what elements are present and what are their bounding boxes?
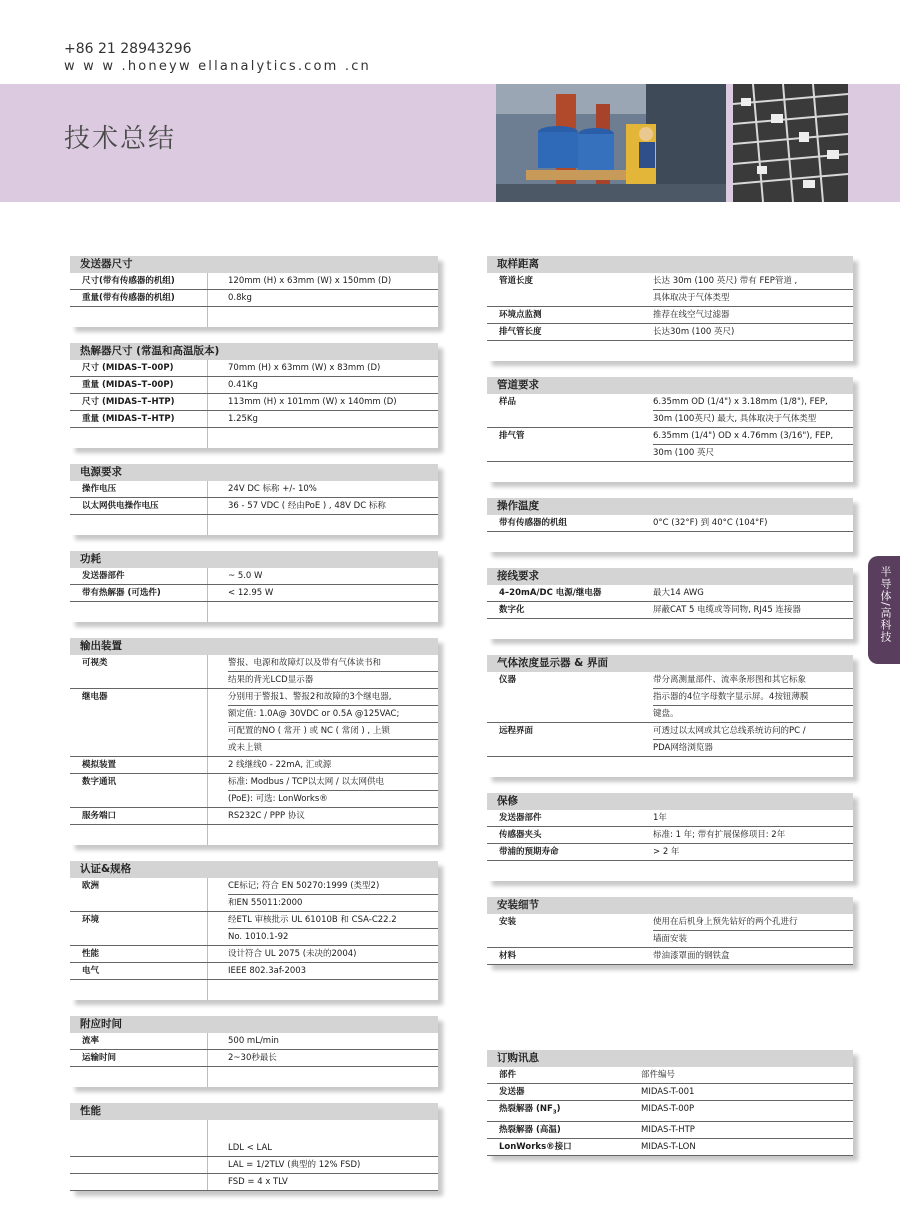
spec-section: [70, 638, 438, 845]
order-part-name: LonWorks®接口: [499, 1141, 572, 1152]
spec-row: [70, 481, 438, 498]
section-title: 操作温度: [487, 498, 853, 515]
spec-label: 环境点监测: [499, 310, 542, 320]
spec-row: [70, 689, 438, 757]
spec-value-line: 设计符合 UL 2075 (未决的2004): [228, 949, 357, 959]
section-title: 认证&规格: [70, 861, 438, 878]
spacer-key-cell: [487, 757, 633, 777]
spec-value-line: 或未上锁: [228, 739, 438, 756]
spec-value: [208, 568, 438, 584]
spec-value-line: 1年: [653, 813, 667, 823]
spec-label: 仪器: [499, 675, 517, 685]
spec-row: [70, 774, 438, 808]
spec-label: [70, 1174, 208, 1190]
spec-row: [487, 914, 853, 948]
spec-value-line: 推荐在线空气过滤器: [653, 310, 730, 320]
section-title: 取样距离: [487, 256, 853, 273]
spec-value: [208, 912, 438, 945]
spec-value-line: 0.41Kg: [228, 380, 258, 390]
section-spacer: [487, 462, 853, 482]
spacer-key-cell: [70, 515, 208, 535]
spec-section: [70, 256, 438, 327]
spec-section: [487, 377, 853, 482]
spec-value-line: 键盘。: [653, 705, 853, 722]
section-spacer: [487, 341, 853, 361]
section-body: [70, 1033, 438, 1087]
spec-label: 远程界面: [499, 726, 534, 736]
section-body: [487, 394, 853, 482]
spacer-key-cell: [70, 1067, 208, 1087]
section-body: [70, 1120, 438, 1191]
spec-value-line: CE标记; 符合 EN 50270:1999 (类型2): [228, 881, 380, 891]
section-spacer: [487, 532, 853, 552]
spec-value-line: 结果的背光LCD显示器: [228, 671, 438, 688]
spec-section: [70, 861, 438, 1000]
section-body: [487, 585, 853, 639]
spec-column-left: [70, 256, 438, 1191]
spec-label: 操作电压: [70, 481, 208, 497]
spec-label: 排气管长度: [499, 327, 542, 337]
spec-value-line: LAL = 1/2TLV (典型的 12% FSD): [228, 1160, 361, 1170]
section-title: 接线要求: [487, 568, 853, 585]
spec-row: [487, 672, 853, 723]
spec-value: [633, 723, 853, 756]
spec-row: [70, 808, 438, 825]
section-body: [487, 914, 853, 965]
spec-label: 排气管: [499, 431, 525, 441]
section-spacer: [70, 515, 438, 535]
spec-section: [487, 655, 853, 777]
spec-section: [487, 568, 853, 639]
spec-row: [70, 1033, 438, 1050]
spec-value: [633, 515, 853, 531]
spec-section: [70, 551, 438, 622]
spec-row: [487, 810, 853, 827]
spec-row: [70, 912, 438, 946]
spec-row: [487, 844, 853, 861]
spec-row: [487, 827, 853, 844]
spec-section: [487, 793, 853, 881]
spec-row: [70, 1140, 438, 1157]
order-part-number: MIDAS-T-00P: [641, 1104, 695, 1114]
spec-section: [70, 343, 438, 448]
category-tab[interactable]: [868, 556, 900, 664]
spec-label: 传感器夹头: [499, 830, 542, 840]
spec-value: [208, 878, 438, 911]
spec-label: 管道长度: [499, 276, 534, 286]
spec-label: [70, 1140, 208, 1156]
spec-label: 重量 (MIDAS–T–HTP): [70, 411, 208, 427]
spec-value-line: 带分离测量部件、流率条形图和其它标象: [653, 675, 807, 685]
section-title: 订购讯息: [487, 1050, 853, 1067]
spec-value: [208, 498, 438, 514]
spec-value: [208, 1033, 438, 1049]
spec-row: [487, 723, 853, 757]
spec-value-line: 36 - 57 VDC ( 经由PoE ) , 48V DC 标称: [228, 501, 386, 511]
spec-row: [487, 394, 853, 428]
section-body: [487, 515, 853, 552]
spec-row: [487, 428, 853, 462]
order-part-name: 部件: [499, 1070, 517, 1080]
section-spacer: [70, 602, 438, 622]
section-body: [70, 273, 438, 327]
spec-row: [70, 377, 438, 394]
spacer-key-cell: [70, 428, 208, 448]
spec-value: [208, 689, 438, 756]
spec-value: [633, 810, 853, 826]
spec-label: 尺寸(带有传感器的机组): [70, 273, 208, 289]
spacer-key-cell: [70, 1120, 208, 1140]
spec-row: [70, 290, 438, 307]
page-title: 技术总结: [64, 124, 177, 154]
order-part-name: 热裂解器 $(NF_3)$: [499, 1104, 561, 1116]
spec-label: 可视类: [70, 655, 208, 688]
spec-value-line: 0.8kg: [228, 293, 252, 303]
order-row: [487, 1084, 853, 1101]
spec-label: [70, 1157, 208, 1173]
spec-value-line: < 12.95 W: [228, 588, 274, 598]
section-spacer: [70, 1120, 438, 1140]
section-spacer: [70, 825, 438, 845]
spec-value-line: 6.35mm OD (1/4") x 3.18mm (1/8"), FEP,: [653, 397, 828, 407]
spec-label: 重量 (MIDAS–T–00P): [70, 377, 208, 393]
spec-row: [70, 963, 438, 980]
spec-value-line: 最大14 AWG: [653, 588, 704, 598]
spec-value-line: 额定值: 1.0A@ 30VDC or 0.5A @125VAC;: [228, 705, 438, 722]
section-spacer: [70, 307, 438, 327]
spec-label: 尺寸 (MIDAS–T–HTP): [70, 394, 208, 410]
section-spacer: [70, 428, 438, 448]
section-spacer: [70, 980, 438, 1000]
spec-label: 电气: [70, 963, 208, 979]
spec-value-line: ~ 5.0 W: [228, 571, 263, 581]
spec-value: [208, 774, 438, 807]
phone-number: +86 21 28943296: [64, 41, 192, 57]
spec-label: 4–20mA/DC 电源/继电器: [499, 588, 602, 598]
spec-value: [208, 1174, 438, 1190]
spec-value-line: RS232C / PPP 协议: [228, 811, 305, 821]
spec-value-line: > 2 年: [653, 847, 680, 857]
spec-value-line: 6.35mm (1/4") OD x 4.76mm (3/16"), FEP,: [653, 431, 834, 441]
spec-value-line: 2 线继线0 - 22mA, 汇或源: [228, 760, 332, 770]
spec-value: [208, 1140, 438, 1156]
order-part-name: 热裂解器 (高温): [499, 1124, 561, 1135]
spec-label: 运输时间: [70, 1050, 208, 1066]
spec-value: [633, 307, 853, 323]
spec-label: 重量(带有传感器的机组): [70, 290, 208, 306]
spec-section: [70, 1016, 438, 1087]
section-title: 热解器尺寸 (常温和高温版本): [70, 343, 438, 360]
order-part-number: MIDAS-T-LON: [641, 1141, 696, 1152]
section-title: 保修: [487, 793, 853, 810]
website-url[interactable]: w w w .honeyw ellanalytics.com .cn: [64, 59, 371, 74]
spec-value: [208, 377, 438, 393]
spec-value-line: 30m (100 英尺: [653, 444, 853, 461]
spec-row: [70, 655, 438, 689]
spec-section: [487, 1050, 853, 1156]
spec-label: 发送器部件: [70, 568, 208, 584]
spec-row: [487, 273, 853, 307]
spec-label: 带有传感器的机组: [499, 518, 568, 528]
spec-value: [633, 585, 853, 601]
spec-value: [633, 948, 853, 964]
spec-label: 安装: [499, 917, 517, 927]
spec-value-line: LDL < LAL: [228, 1143, 273, 1153]
section-title: 输出装置: [70, 638, 438, 655]
spec-value-line: IEEE 802.3af-2003: [228, 966, 307, 976]
section-body: [70, 878, 438, 1000]
spec-value: [208, 757, 438, 773]
ordering-info-section: [487, 1050, 853, 1156]
spec-value: [633, 844, 853, 860]
spec-row: [487, 585, 853, 602]
spec-row: [487, 307, 853, 324]
section-spacer: [487, 861, 853, 881]
section-title: 管道要求: [487, 377, 853, 394]
spec-row: [70, 411, 438, 428]
spec-row: [70, 273, 438, 290]
spacer-key-cell: [487, 532, 633, 552]
section-body: [70, 655, 438, 845]
section-title: 性能: [70, 1103, 438, 1120]
spec-label: 带有热解器 (可选件): [70, 585, 208, 601]
spec-value: [633, 324, 853, 340]
spec-value: [633, 428, 853, 461]
spec-label: 性能: [70, 946, 208, 962]
order-row: [487, 1139, 853, 1156]
spec-label: 服务端口: [70, 808, 208, 824]
spec-value-line: 70mm (H) x 63mm (W) x 83mm (D): [228, 363, 381, 373]
spec-section: [487, 256, 853, 361]
spacer-key-cell: [70, 602, 208, 622]
spec-row: [70, 878, 438, 912]
spec-value: [208, 1050, 438, 1066]
spec-value: [208, 963, 438, 979]
spec-value-line: 屏蔽CAT 5 电缆或等同物, RJ45 连接器: [653, 605, 801, 615]
spec-row: [487, 515, 853, 532]
spec-section: [487, 897, 853, 965]
spec-row: [70, 946, 438, 963]
spec-row: [70, 1157, 438, 1174]
spec-value: [633, 672, 853, 722]
spec-value-line: 墙面安装: [653, 930, 853, 947]
order-part-number: MIDAS-T-HTP: [641, 1124, 695, 1135]
spec-row: [70, 360, 438, 377]
section-body: [487, 672, 853, 777]
category-tab-label: 半导体/高科技: [879, 566, 892, 643]
spec-value-line: 标准: Modbus / TCP以太网 / 以太网供电: [228, 777, 384, 787]
spec-value: [208, 360, 438, 376]
spec-value: [208, 946, 438, 962]
order-part-number: 部件编号: [641, 1070, 676, 1080]
spec-section: [487, 498, 853, 552]
section-title: 功耗: [70, 551, 438, 568]
spec-row: [487, 324, 853, 341]
spec-value: [633, 827, 853, 843]
spec-value: [633, 914, 853, 947]
spec-value-line: No. 1010.1-92: [228, 928, 438, 945]
spec-label: 样品: [499, 397, 517, 407]
spec-row: [70, 394, 438, 411]
section-body: [70, 360, 438, 448]
spec-value: [208, 481, 438, 497]
spec-label: 材料: [499, 951, 517, 961]
spec-value-line: FSD = 4 x TLV: [228, 1177, 288, 1187]
spec-column-right: [487, 256, 853, 965]
spec-value-line: 带油漆罩面的钢铁盒: [653, 951, 730, 961]
spec-value-line: 标准: 1 年; 带有扩展保修项目: 2年: [653, 830, 786, 840]
spec-row: [70, 585, 438, 602]
contact-info: [64, 40, 371, 76]
spec-value-line: 可透过以太网或其它总线系统访问的PC /: [653, 726, 806, 736]
spec-value-line: 113mm (H) x 101mm (W) x 140mm (D): [228, 397, 397, 407]
spec-row: [70, 498, 438, 515]
section-spacer: [487, 619, 853, 639]
spec-row: [70, 1050, 438, 1067]
order-row: [487, 1067, 853, 1084]
order-row: [487, 1101, 853, 1122]
spec-value-line: 警报、电源和故障灯以及带有气体读书和: [228, 658, 382, 668]
spacer-key-cell: [70, 825, 208, 845]
order-part-name: 发送器: [499, 1087, 525, 1097]
section-title: 电源要求: [70, 464, 438, 481]
spec-value: [208, 394, 438, 410]
section-body: [70, 481, 438, 535]
spec-value: [633, 273, 853, 306]
spec-value-line: 使用在后机身上预先钻好的两个孔进行: [653, 917, 798, 927]
spacer-key-cell: [70, 307, 208, 327]
spec-value-line: 可配置的NO ( 常开 ) 或 NC ( 常闭 ) , 上锁: [228, 722, 438, 739]
spec-value-line: 0°C (32°F) 到 40°C (104°F): [653, 518, 768, 528]
spec-row: [487, 948, 853, 965]
spec-value-line: PDA网络浏览器: [653, 739, 853, 756]
spec-label: 带浦的预期寿命: [499, 847, 559, 857]
section-title: 气体浓度显示器 & 界面: [487, 655, 853, 672]
spec-row: [70, 568, 438, 585]
spec-label: 欧洲: [70, 878, 208, 911]
section-body: [70, 568, 438, 622]
spec-value-line: 具体取决于气体类型: [653, 289, 853, 306]
spec-row: [70, 757, 438, 774]
spec-value-line: 120mm (H) x 63mm (W) x 150mm (D): [228, 276, 392, 286]
spec-section: [70, 464, 438, 535]
spec-value: [208, 411, 438, 427]
spec-value-line: 24V DC 标称 +/- 10%: [228, 484, 317, 494]
section-title: 发送器尺寸: [70, 256, 438, 273]
order-part-number: MIDAS-T-001: [641, 1087, 695, 1097]
spec-section: [70, 1103, 438, 1191]
section-title: 安装细节: [487, 897, 853, 914]
spec-value-line: 500 mL/min: [228, 1036, 279, 1046]
spec-value: [208, 655, 438, 688]
spec-label: 环境: [70, 912, 208, 945]
section-spacer: [70, 1067, 438, 1087]
spec-value-line: (PoE): 可选: LonWorks®: [228, 790, 438, 807]
spec-value: [633, 394, 853, 427]
spacer-key-cell: [487, 341, 633, 361]
spec-value: [633, 602, 853, 618]
section-body: [487, 273, 853, 361]
spec-label: 流率: [70, 1033, 208, 1049]
spec-value-line: 分别用于警报1、警报2和故障的3个继电器,: [228, 692, 392, 702]
spec-value: [208, 1157, 438, 1173]
spec-label: 发送器部件: [499, 813, 542, 823]
spec-value-line: 2~30秒最长: [228, 1053, 277, 1063]
section-body: [487, 810, 853, 881]
spec-value: [208, 585, 438, 601]
section-title: 附应时间: [70, 1016, 438, 1033]
spec-label: 数字化: [499, 605, 525, 615]
spec-row: [70, 1174, 438, 1191]
spacer-key-cell: [70, 980, 208, 1000]
subscript: 3: [552, 1109, 557, 1116]
spacer-key-cell: [487, 619, 633, 639]
spec-value-line: 长达30m (100 英尺): [653, 327, 735, 337]
spacer-key-cell: [487, 861, 633, 881]
spec-value: [208, 273, 438, 289]
spec-value-line: 1.25Kg: [228, 414, 258, 424]
spec-label: 模拟装置: [70, 757, 208, 773]
spec-value-line: 30m (100英尺) 最大, 具体取决于气体类型: [653, 410, 853, 427]
spacer-key-cell: [487, 462, 633, 482]
warehouse-photo: [496, 84, 726, 202]
spec-label: 继电器: [70, 689, 208, 756]
spec-label: 尺寸 (MIDAS–T–00P): [70, 360, 208, 376]
spec-value: [208, 808, 438, 824]
spec-row: [487, 602, 853, 619]
spec-value-line: 指示器的4位字母数字显示屏。4按钮薄膜: [653, 688, 853, 705]
circuit-photo: [733, 84, 848, 202]
order-row: [487, 1122, 853, 1139]
spec-value-line: 长达 30m (100 英尺) 带有 FEP管道 ,: [653, 276, 798, 286]
spec-label: 数字通讯: [70, 774, 208, 807]
spec-value-line: 经ETL 审核批示 UL 61010B 和 CSA-C22.2: [228, 915, 397, 925]
spec-value: [208, 290, 438, 306]
spec-value-line: 和EN 55011:2000: [228, 894, 438, 911]
section-spacer: [487, 757, 853, 777]
spec-label: 以太网供电操作电压: [70, 498, 208, 514]
